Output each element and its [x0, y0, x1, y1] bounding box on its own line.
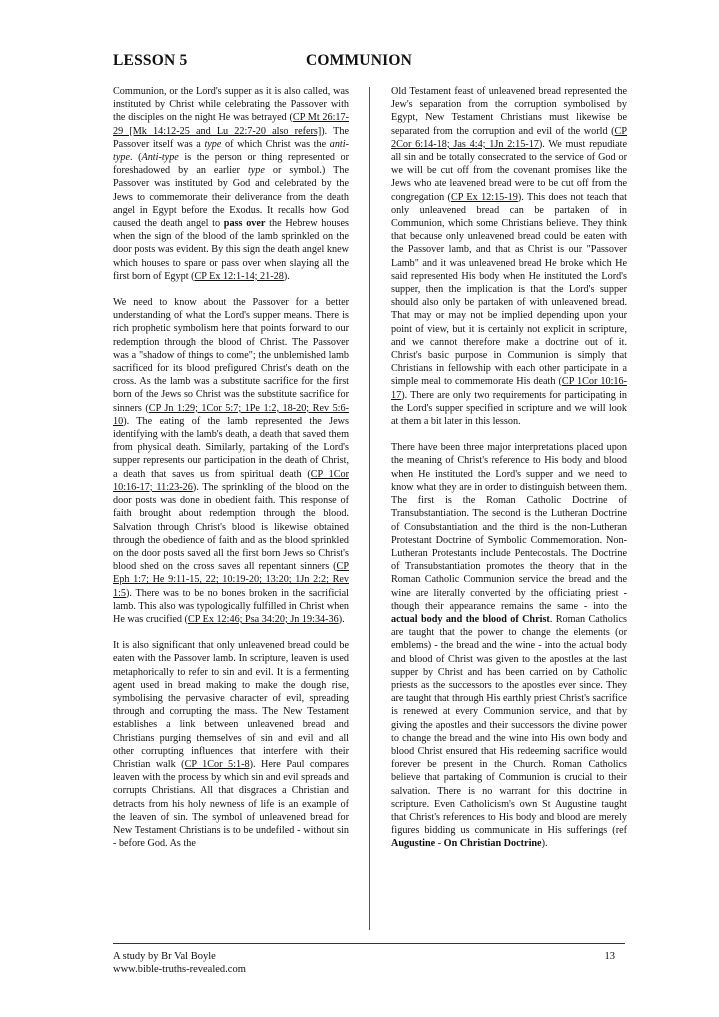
footer-website: www.bible-truths-revealed.com — [113, 964, 246, 975]
footer-author: A study by Br Val Boyle — [113, 951, 216, 962]
scripture-reference: CP 1Cor 10:16-17; 11:23-26 — [113, 468, 349, 493]
page-number: 13 — [604, 951, 615, 962]
paragraph: Old Testament feast of unleavened bread represented the Jew's separation from the corruption symbolised by Egypt, New Testament Christians must likewise be separated from the corruption and evil of the world (CP 2Cor 6:14-18; Jas 4:4; 1Jn 2:15-17). We must repudiate all sin and be totally consecrated to the service of God or we will be cut off from the covenant promises like the Jews who ate leavened bread were to be cut off from the congregation (CP Ex 12:15-19). This does not teach that only unleavened bread can be partaken of in Communion, which some Christians believe. They think that because only unleavened bread could be eaten with the Passover lamb, and that as Christ is our "Passover Lamb" and it was unleavened bread He broke which He said represented His body when He instituted the Lord's supper, then the implication is that the Lord's supper should also only be partaken of with unleavened bread. That may or may not be implied depending upon your point of view, but it is certainly not explicit in scripture, and we cannot therefore make a doctrine out of it. Christ's basic purpose in Communion is simply that Christians in fellowship with each other participate in a simple meal to commemorate His death (CP 1Cor 10:16-17). There are only two requirements for participating in the Lord's supper specified in scripture and we will look at them a bit later in this lesson. — [391, 86, 628, 428]
paragraph: Communion, or the Lord's supper as it is also called, was instituted by Christ while celebrating the Passover with the disciples on the night He was betrayed (CP Mt 26:17-29 [Mk 14:12-25 and Lu 22:7-20 also refers]). The Passover itself was a type of which Christ was the anti-type. (Anti-type is the person or thing represented or foreshadowed by an earlier type or symbol.) The Passover was instituted by God and celebrated by the Jews to commemorate their deliverance from the death angel in Egypt before the Exodus. It recalls how God caused the death angel to pass over the Hebrew houses when the sign of the blood of the lamb sprinkled on the door posts was evident. By this sign the death angel knew which houses to spare or pass over when slaying all the first born of Egypt (CP Ex 12:1-14; 21-28). — [113, 86, 350, 282]
footer-rule — [113, 943, 625, 944]
scripture-reference: CP Mt 26:17-29 [Mk 14:12-25 and Lu 22:7-20 also refers] — [113, 112, 350, 137]
scripture-reference: CP Jn 1:29; 1Cor 5:7; 1Pe 1:2, 18-20; Rev 5:6-10 — [113, 402, 349, 427]
scripture-reference: CP 1Cor 5:1-8 — [184, 758, 250, 770]
paragraph: It is also significant that only unleavened bread could be eaten with the Passover lamb. In scripture, leaven is used metaphorically to refer to sin and evil. It is a fermenting agent used in bread making to make the dough rise, symbolising the pervasive character of evil, spreading through and corrupting the mass. The New Testament establishes a link between unleavened bread and Christians purging themselves of sin and evil and all other corrupting influences that interfere with their Christian walk (CP 1Cor 5:1-8). Here Paul compares leaven with the process by which sin and evil spreads and corrupts Christians. All that disgraces a Christian and detracts from his holy newness of life is an example of the leaven of sin. The symbol of unleavened bread for New Testament Christians is to be undefiled - without sin - before God. As the — [113, 640, 349, 850]
scripture-reference: CP Eph 1:7; He 9:11-15, 22; 10:19-20; 13:20; 1Jn 2:2; Rev 1:5 — [113, 561, 349, 599]
right-column — [391, 85, 627, 851]
page-title: COMMUNION — [306, 52, 412, 69]
scripture-reference: CP Ex 12:15-19 — [450, 191, 518, 203]
scripture-reference: CP Ex 12:1-14; 21-28 — [194, 270, 284, 282]
lesson-label: LESSON 5 — [113, 52, 188, 69]
scripture-reference: CP Ex 12:46; Psa 34:20; Jn 19:34-36 — [187, 613, 339, 625]
paragraph: There have been three major interpretations placed upon the meaning of Christ's reference to His body and blood when He instituted the Lord's supper and we need to know what they are in order to distinguish between them. The first is the Roman Catholic Doctrine of Transubstantiation. The second is the Lutheran Doctrine of Consubstantiation and the third is the non-Lutheran Protestant Doctrine of Symbolic Commemoration. Non-Lutheran Protestants include Pentecostals. The Doctrine of Transubstantiation promotes the theory that in the Roman Catholic Communion service the bread and the wine are literally converted by the officiating priest - though their appearance remains the same - into the actual body and the blood of Christ. Roman Catholics are taught that the power to change the elements (or emblems) - the bread and the wine - into the actual body and blood of Christ was given to the apostles at the last supper by Christ and has been carried on by Catholic priests as the successors to the apostles ever since. They are taught that through His earthly priest Christ's sacrifice is renewed at every Communion service, and that by giving the apostles and their successors the divine power to change the bread and the wine into His own body and blood Christ ensured that His redeeming sacrifice would forever be present in the Church. Roman Catholics believe that partaking of Communion is crucial to their salvation. There is no warrant for this doctrine in scripture. Even Catholicism's own St Augustine taught that Christ's references to His body and blood are merely figures bidding us communicate in His sufferings (ref Augustine - On Christian Doctrine). — [391, 442, 627, 850]
left-column — [113, 85, 349, 850]
scripture-reference: CP 1Cor 10:16-17 — [391, 376, 628, 401]
column-divider — [369, 87, 370, 930]
paragraph: We need to know about the Passover for a better understanding of what the Lord's supper means. There is rich prophetic symbolism here that points forward to our redemption through the blood of Christ. The Passover was a "shadow of things to come"; the unblemished lamb sacrificed for its blood prefigured Christ's death on the cross. As the lamb was a substitute sacrifice for the first born of the Jews so Christ was the substitute sacrifice for sinners (CP Jn 1:29; 1Cor 5:7; 1Pe 1:2, 18-20; Rev 5:6-10). The eating of the lamb represented the Jews identifying with the lamb's death, a death that saved them from physical death. Similarly, partaking of the Lord's supper represents our participation in the death of Christ, a death that saves us from spiritual death (CP 1Cor 10:16-17; 11:23-26). The sprinkling of the blood on the door posts was done in obedient faith. This response of faith brought about redemption through the blood. Salvation through Christ's blood is likewise obtained through the obedience of faith and as the blood sprinkled on the door posts saved all the first born Jews so Christ's blood shed on the cross saves all repentant sinners (CP Eph 1:7; He 9:11-15, 22; 10:19-20; 13:20; 1Jn 2:2; Rev 1:5). There was to be no bones broken in the sacrificial lamb. This also was typologically fulfilled in Christ when He was crucified (CP Ex 12:46; Psa 34:20; Jn 19:34-36). — [113, 297, 349, 625]
scripture-reference: CP 2Cor 6:14-18; Jas 4:4; 1Jn 2:15-17 — [391, 125, 627, 150]
